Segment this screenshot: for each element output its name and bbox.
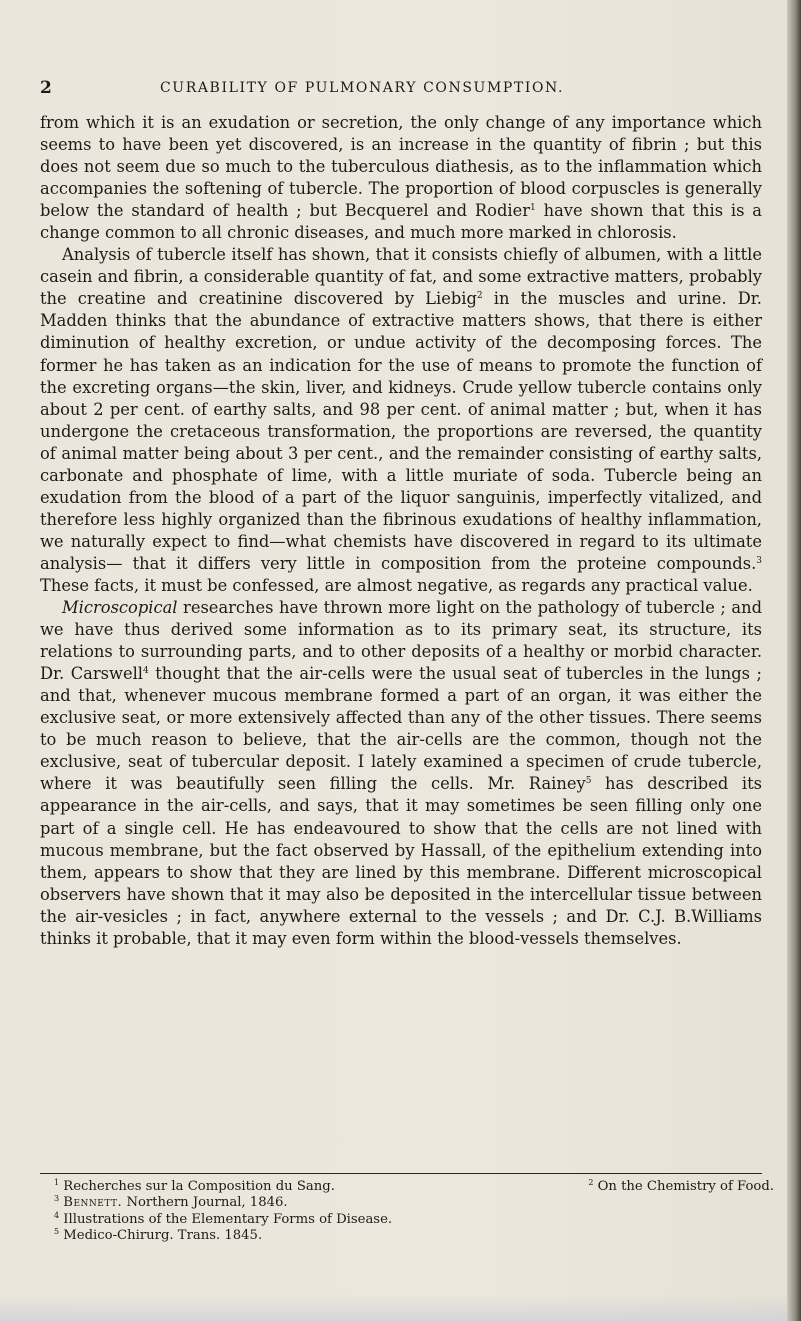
footnote-2 bbox=[588, 1179, 774, 1195]
footnote-3-text: Northern Journal, 1846. bbox=[126, 1195, 288, 1211]
footnote-3-mark: 3 bbox=[54, 1194, 60, 1204]
page-bottom-shadow bbox=[0, 1295, 801, 1321]
footnote-3 bbox=[54, 1195, 774, 1211]
footnotes bbox=[54, 1179, 774, 1245]
footnote-5 bbox=[54, 1228, 774, 1244]
paragraph-3-text-a: researches have thrown more light on the pathology of tubercle ; and we have thus derived some information as to its primary seat, its structure, its relations to surrounding parts, and to other deposits of a healthy or morbid character. Dr. Carswell bbox=[40, 598, 762, 684]
footnote-ref-1: 1 bbox=[530, 203, 536, 214]
footnote-ref-3: 3 bbox=[756, 555, 762, 566]
paragraph-1-tail: have shown that this is a change common to all chronic diseases, and much more marked in chlorosis. bbox=[40, 201, 763, 243]
paragraph-1-text: from which it is an exudation or secretion, the only change of any importance which seems to have been yet discovered, is an increase in the quantity of fibrin ; but this does not seem due so much to the tuberculous diathesis, as to the inflammation which accompanies the softening of tubercle. The proportion of blood corpuscles is generally below the standard of health ; but Becquerel and Rodier bbox=[40, 113, 762, 221]
page-number: 2 bbox=[40, 78, 52, 98]
footnote-2-text: On the Chemistry of Food. bbox=[597, 1179, 774, 1194]
paragraph-2-text-a: Analysis of tubercle itself has shown, that it consists chiefly of albumen, with a little casein and fibrin, a considerable quantity of fat, and some extractive matters, probably the creatine and creatinine discovered by Liebig bbox=[40, 245, 762, 309]
footnote-ref-2: 2 bbox=[476, 291, 483, 302]
page-binding-edge bbox=[787, 0, 801, 1321]
footnote-3-author: Bennett. bbox=[63, 1195, 123, 1211]
footnote-1-text: Recherches sur la Composition du Sang. bbox=[63, 1179, 335, 1194]
footnote-5-mark: 5 bbox=[54, 1227, 60, 1237]
footnote-rule bbox=[40, 1173, 762, 1174]
footnote-1 bbox=[54, 1179, 335, 1195]
paragraph-3 bbox=[40, 597, 762, 950]
paragraph-3-text-c: has described its appearance in the air-cells, and says, that it may sometimes be seen filling only one part of a single cell. He has endeavoured to show that the cells are not lined with mucous membrane, but the fact observed by Hassall, of the epithelium extending into them, appears to show that they are lined by this membrane. Different microscopical observers have shown that it may also be deposited in the intercellular tissue between the air-vesicles ; in fact, anywhere external to the vessels ; and Dr. C.J. B.Williams thinks it probable, that it may even form within the blood-vessels themselves. bbox=[40, 774, 762, 948]
footnote-5-text: Medico-Chirurg. Trans. 1845. bbox=[63, 1228, 263, 1244]
footnote-4-text: Illustrations of the Elementary Forms of Disease. bbox=[63, 1211, 393, 1227]
footnote-1-mark: 1 bbox=[54, 1178, 60, 1187]
paragraph-1 bbox=[40, 112, 762, 244]
paragraph-2-text-b: in the muscles and urine. Dr. Madden thinks that the abundance of extractive matters shows, that there is either diminution of healthy excretion, or undue activity of the decomposing forces. The former he has taken as an indication for the use of means to promote the function of the excreting organs—the skin, liver, and kidneys. Crude yellow tubercle contains only about 2 per cent. of earthy salts, and 98 per cent. of animal matter ; but, when it has undergone the cretaceous transformation, the proportions are reversed, the quantity of animal matter being about 3 per cent., and the remainder consisting of earthy salts, carbonate and phosphate of lime, with a little muriate of soda. Tubercle being an exudation from the blood of a part of the liquor sanguinis, imperfectly vitalized, and therefore less highly organized than the fibrinous exudations of healthy inflammation, we naturally expect to find—what chemists have discovered in regard to its ultimate analysis— that it differs very little in composition from the proteine compounds. bbox=[40, 289, 762, 573]
footnote-4 bbox=[54, 1212, 774, 1228]
paragraph-2 bbox=[40, 244, 762, 597]
paragraph-3-emphasis: Microscopical bbox=[62, 598, 178, 618]
footnote-row-1 bbox=[54, 1179, 774, 1195]
paragraph-2-text-c: These facts, it must be confessed, are almost negative, as regards any practical value. bbox=[40, 575, 753, 595]
footnote-ref-4: 4 bbox=[143, 666, 149, 677]
footnote-2-mark: 2 bbox=[588, 1178, 594, 1187]
paragraph-3-text-b: thought that the air-cells were the usual seat of tubercles in the lungs ; and that, whenever mucous membrane formed a part of an organ, it was either the exclusive seat, or more extensively affected than any of the other tissues. There seems to be much reason to believe, that the air-cells are the common, though not the exclusive, seat of tubercular deposit. I lately examined a specimen of crude tubercle, where it was beautifully seen filling the cells. Mr. Rainey bbox=[40, 664, 762, 794]
footnote-ref-5: 5 bbox=[585, 776, 592, 787]
running-title: CURABILITY OF PULMONARY CONSUMPTION. bbox=[160, 80, 565, 96]
page-header bbox=[40, 78, 780, 104]
body-text bbox=[40, 112, 762, 950]
footnote-4-mark: 4 bbox=[54, 1210, 60, 1220]
